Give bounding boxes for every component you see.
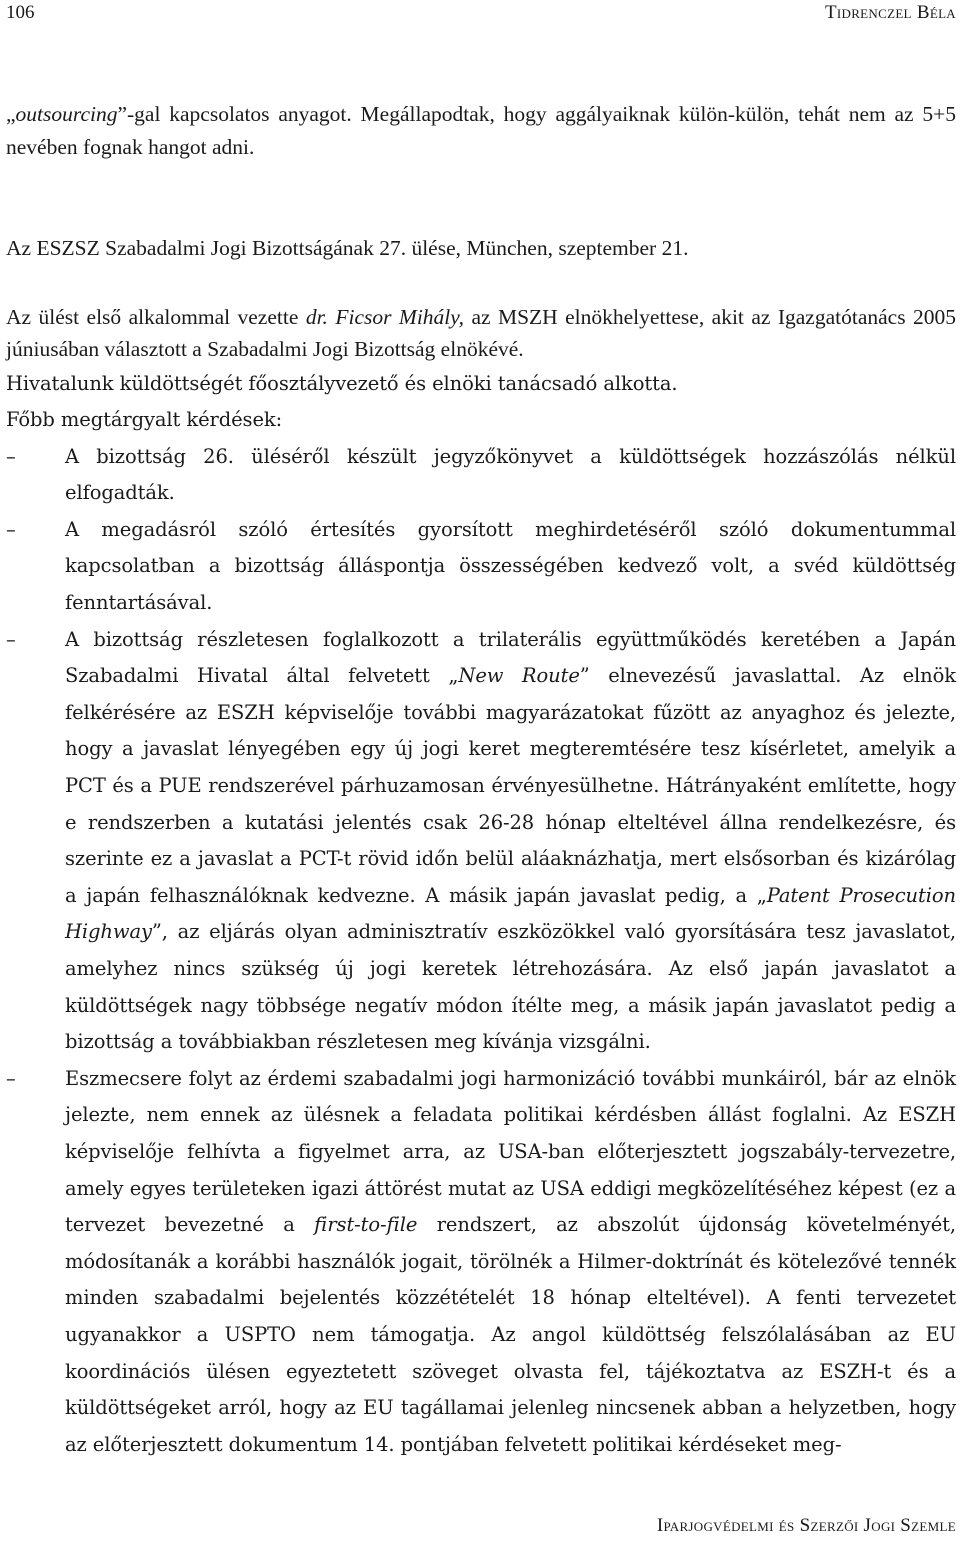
page-footer-journal: Iparjogvédelmi és Szerzői Jogi Szemle bbox=[656, 1515, 956, 1536]
list-item bbox=[6, 1061, 956, 1464]
text-segment: ”, az eljárás olyan adminisztratív eszközökkel való gyorsítására tesz javaslatot, amelyhez nincs szükség új jogi keretek létrehozására. Az első japán javaslatot a küldöttségek nagy többsége negatív módon ítélte meg, a másik japán javaslatot pedig a bizottság a továbbiakban részletesen meg kívánja vizsgálni. bbox=[65, 920, 956, 1054]
bullet-dash: – bbox=[6, 517, 16, 541]
list-item bbox=[6, 512, 956, 622]
list-item-text: A bizottság 26. üléséről készült jegyzőkönyvet a küldöttségek hozzászólás nélkül elfogadták. bbox=[65, 444, 956, 505]
list-item-text bbox=[65, 1067, 956, 1456]
list-item-text bbox=[65, 628, 956, 1054]
text-segment: A bizottság részletesen foglalkozott a trilaterális együttműködés keretében a Japán Szabadalmi Hivatal által felvetett „ bbox=[65, 627, 956, 688]
topics-label: Főbb megtárgyalt kérdések: bbox=[6, 408, 283, 432]
section-heading: Az ESZSZ Szabadalmi Jogi Bizottságának 27. ülése, München, szeptember 21. bbox=[6, 236, 689, 260]
list-item-text: A megadásról szóló értesítés gyorsított meghirdetéséről szóló dokumentummal kapcsolatban a bizottság álláspontja összességében kedvező volt, a svéd küldöttség fenntartásával. bbox=[65, 517, 956, 615]
list-item bbox=[6, 439, 956, 512]
intro-paragraph bbox=[6, 301, 956, 366]
text-segment: ” elnevezésű javaslattal. Az elnök felkérésére az ESZH képviselője további magyarázatokat fűzött az anyaghoz és jelezte, hogy a javaslat lényegében egy új jogi keret megteremtésére tesz kísérletet, amelyik a PCT és a PUE rendszerével párhuzamosan érvényesülhetne. Hátrányaként említette, hogy e rendszerben a kutatási jelentés csak 26-28 hónap elteltével állna rendelkezésre, és szerinte ez a javaslat a PCT-t rövid időn belül aláaknázhatja, mert elsősorban és kizárólag a japán felhasználóknak kedvezne. A másik japán javaslat pedig, a „ bbox=[65, 664, 956, 907]
bullet-dash: – bbox=[6, 627, 16, 651]
page-header bbox=[6, 2, 956, 26]
text-segment: Eszmecsere folyt az érdemi szabadalmi jogi harmonizáció további munkáiról, bár az elnök jelezte, nem ennek az ülésnek a feladata politikai kérdésben állást foglalni. Az ESZH képviselője felhívta a figyelmet arra, az USA-ban előterjesztett jogszabály-tervezetre, amely egyes területeken igazi áttörést mutat az USA eddigi megközelítéséhez képest (ez a tervezet bevezetné a bbox=[65, 1066, 956, 1237]
bullet-dash: – bbox=[6, 444, 16, 468]
page-body bbox=[6, 98, 956, 1463]
topics-list bbox=[6, 439, 956, 1464]
italic-term: New Route bbox=[458, 664, 580, 688]
delegation-line: Hivatalunk küldöttségét főosztályvezető és elnöki tanácsadó alkotta. bbox=[6, 371, 678, 395]
intro-text-pre: Az ülést első alkalommal vezette bbox=[6, 304, 306, 329]
italic-term: first-to-file bbox=[314, 1213, 418, 1237]
opening-quote: „ bbox=[6, 102, 16, 126]
paragraph-text: ”-gal kapcsolatos anyagot. Megállapodtak, hogy aggályaiknak külön-külön, tehát nem az 5+5 nevében fognak hangot adni. bbox=[6, 102, 956, 159]
intro-text-post: az MSZH elnökhelyettese, akit az Igazgatótanács 2005 júniusában választott a Szabadalmi Jogi Bizottság elnökévé. bbox=[6, 304, 956, 361]
running-head-author: Tidrenczel Béla bbox=[824, 2, 956, 23]
text-segment: rendszert, az abszolút újdonság követelményét, módosítanák a korábbi használók jogait, törölnék a Hilmer-doktrínát és kötelezővé tennék minden szabadalmi bejelentés közzétételét 18 hónap elteltével). A fenti tervezetet ugyanakkor a USPTO nem támogatja. Az angol küldöttség felszólalásában az EU koordinációs ülésen egyeztetett szöveget olvasta fel, tájékoztatva az ESZH-t és a küldöttségeket arról, hogy az EU tagállamai jelenleg nincsenek abban a helyzetben, hogy az előterjesztett dokumentum 14. pontjában felvetett politikai kérdéseket meg- bbox=[65, 1213, 956, 1456]
page-number: 106 bbox=[6, 2, 35, 23]
list-item bbox=[6, 622, 956, 1061]
italic-term: outsourcing bbox=[15, 102, 118, 126]
chair-name: dr. Ficsor Mihály, bbox=[305, 304, 465, 329]
italic-term: Patent Prosecution Highway bbox=[65, 883, 956, 944]
continued-paragraph bbox=[6, 98, 956, 163]
bullet-dash: – bbox=[6, 1066, 16, 1090]
